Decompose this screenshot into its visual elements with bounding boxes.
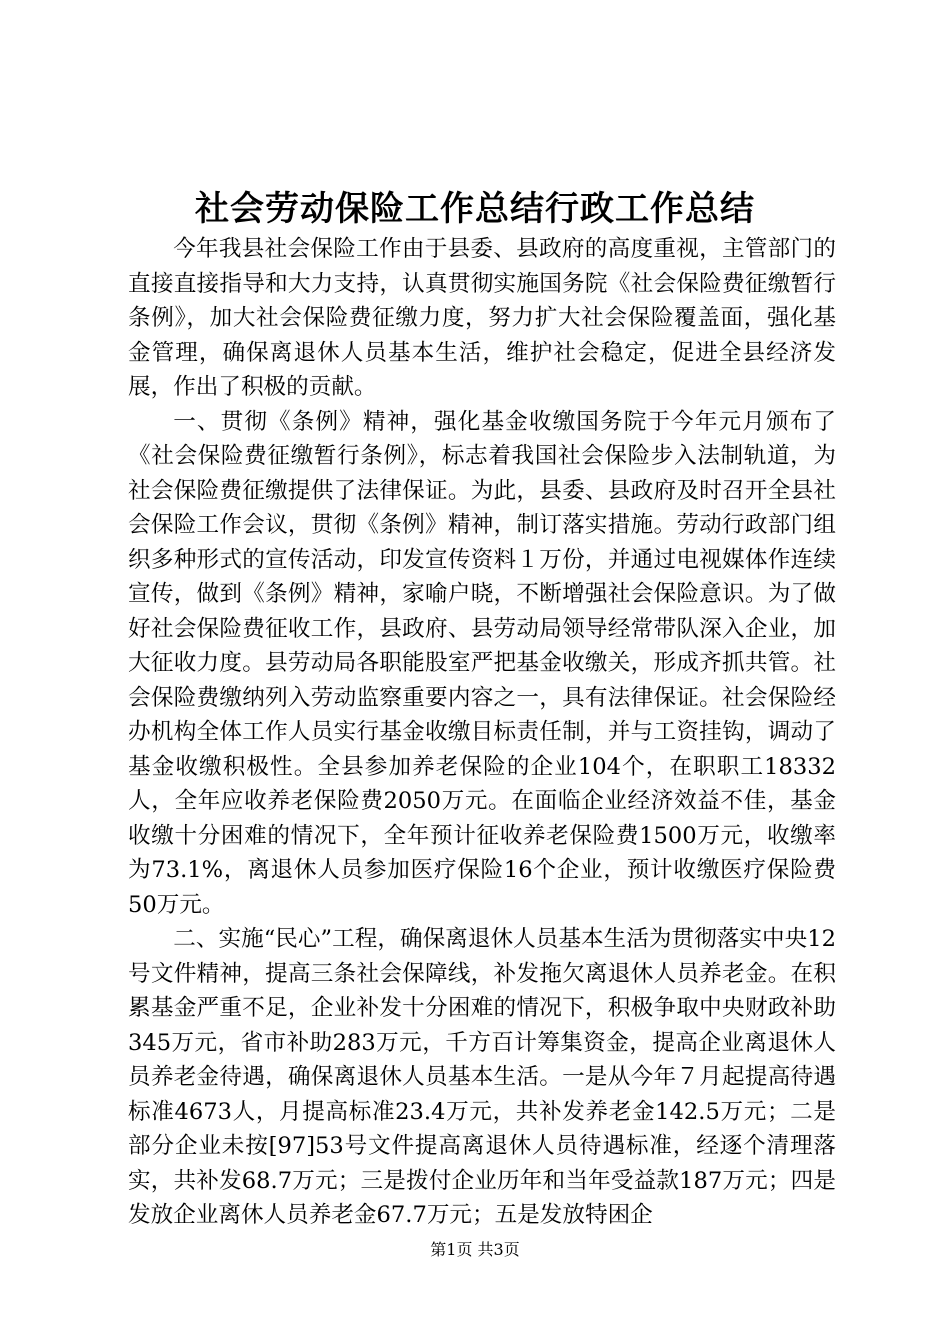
paragraph-intro: 今年我县社会保险工作由于县委、县政府的高度重视，主管部门的直接直接指导和大力支持，认真贯彻实施国务院《社会保险费征缴暂行条例》，加大社会保险费征缴力度，努力扩大社会保险覆盖面，强化基金管理，确保离退休人员基本生活，维护社会稳定，促进全县经济发展，作出了积极的贡献。 [128,236,836,400]
page-title: 社会劳动保险工作总结行政工作总结 [195,189,755,229]
page-number-footer: 第1页 共3页 [430,1240,520,1259]
paragraph-section-one: 一、贯彻《条例》精神，强化基金收缴国务院于今年元月颁布了《社会保险费征缴暂行条例》，标志着我国社会保险步入法制轨道，为社会保险费征缴提供了法律保证。为此，县委、县政府及时召开全县社会保险工作会议，贯彻《条例》精神，制订落实措施。劳动行政部门组织多种形式的宣传活动，印发宣传资料１万份，并通过电视媒体作连续宣传，做到《条例》精神，家喻户晓，不断增强社会保险意识。为了做好社会保险费征收工作，县政府、县劳动局领导经常带队深入企业，加大征收力度。县劳动局各职能股室严把基金收缴关，形成齐抓共管。社会保险费缴纳列入劳动监察重要内容之一，具有法律保证。社会保险经办机构全体工作人员实行基金收缴目标责任制，并与工资挂钩，调动了基金收缴积极性。全县参加养老保险的企业104个，在职职工18332人，全年应收养老保险费2050万元。在面临企业经济效益不佳，基金收缴十分困难的情况下，全年预计征收养老保险费1500万元，收缴率为73.1%，离退休人员参加医疗保险16个企业，预计收缴医疗保险费50万元。 [128,408,836,918]
document-body [128,232,836,1233]
paragraph-section-two: 二、实施“民心”工程，确保离退休人员基本生活为贯彻落实中央12号文件精神，提高三条社会保障线，补发拖欠离退休人员养老金。在积累基金严重不足，企业补发十分困难的情况下，积极争取中央财政补助345万元，省市补助283万元，千方百计筹集资金，提高企业离退休人员养老金待遇，确保离退休人员基本生活。一是从今年７月起提高待遇标准4673人，月提高标准23.4万元，共补发养老金142.5万元；二是部分企业未按[97]53号文件提高离退休人员待遇标准，经逐个清理落实，共补发68.7万元；三是拨付企业历年和当年受益款187万元；四是发放企业离休人员养老金67.7万元；五是发放特困企 [128,926,836,1228]
